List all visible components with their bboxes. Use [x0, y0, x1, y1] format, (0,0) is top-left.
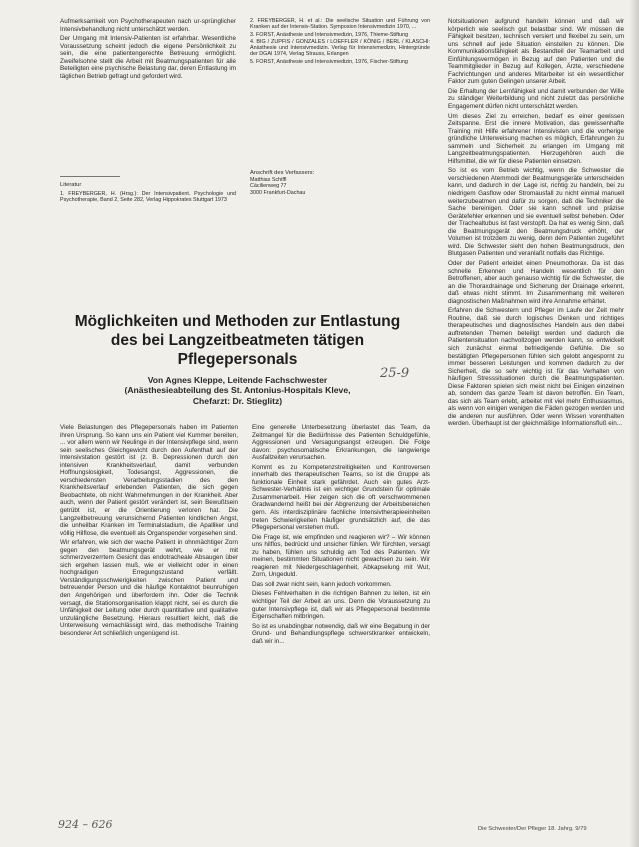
paragraph: Erfahren die Schwestern und Pfleger im Laufe der Zeit mehr Routine, daß sie durch logisches Denken und richtiges therapeutisches und diagnostisches Handeln aus den dabei auftretenden Themen beteiligt werden und dadurch die Patientensituation nachvollzogen werden kann, so entwickelt sich zunächst einmal befriedigende Gefühle. Die so bestätigten Pflegepersonen fühlen sich gelobt angespornt zu immer besseren Leistungen und kommen dadurch zu der Sicherheit, die so sehr wichtig ist für das Verhalten von häufigen Stresssituationen durch die Beatmungspatienten. Diese Faktoren spielen sich meist nicht bei Einigen einzelnen ab, sondern das ganze Team ist davon betroffen. Ein Team, das sich als Team erlebt, arbeitet mit viel mehr Enthusiasmus, als wenn von einigen wenigen die Fäden gezogen werden und die anderen nur ausführen. Oder wenn Wissen vorenthalten werden. Überhaupt ist der gleichmäßige Informationsfluß ein... [448, 307, 624, 428]
paragraph: Die Erhaltung der Lernfähigkeit und damit verbunden der Wille zu ständiger Weiterbildung und nicht zuletzt das persönliche Engagement dürfen nicht unterschätzt werden. [448, 87, 624, 111]
address-line: 3000 Frankfurt-Dachau [250, 189, 306, 196]
author-address [250, 170, 430, 196]
top-mid-column [250, 18, 430, 66]
author-line: Von Agnes Kleppe, Leitende Fachschwester [147, 375, 328, 385]
handwritten-note: 25-9 [380, 366, 410, 381]
address-line: Matthias Schiffl [250, 177, 287, 183]
paragraph: Viele Belastungen des Pflegepersonals haben im Patienten ihren Ursprung. So kann uns ein Patient viel Kummer bereiten, ... vor allem wenn wir Neulinge in der Intensivpflege sind, wenn sein seelisches Gleichgewicht durch den Aufenthalt auf der Intensivstation gestört ist (z. B. Depressionen durch den intensiven Krankheitsverlauf, damit verbunden Hoffnungslosigkeit, Todesangst, Aggressionen, die verschiedensten Verarbeitungsstadien des den Krankheitsverlauf erlebenden Patienten, die sich gegen Beobachtete, ob nicht Wahrnehmungen in der Krankheit. Aber auch, wenn der Patient gestört verändert ist, sein Bewußtsein getrübt ist, er die Orientierung verloren hat. Die Langzeitbetreuung verunsichernd Patienten kindlichen Angst, die unheilbar Kranken im Terminalstadium, die Apalliker und völlig Hilflose, die eventuell als Organspender vorgesehen sind. [60, 424, 238, 537]
article-title-block [60, 312, 415, 406]
reference-item: 2. FREYBERGER, H. et al.: Die seelische Situation und Führung von Kranken auf der Intensiv-Station. Symposion Intensivmedizin 1970, ... [250, 18, 430, 31]
paragraph: Notsituationen aufgrund handeln können und daß wir körperlich wie seelisch gut belastbar sind. Wir müssen die Fähigkeit besitzen, technisch versiert und flexibel zu sein, um uns schnell auf jede Situation einstellen zu können. Die Kommunikationsfähigkeit als Bestandteil der Teamarbeit und Einfühlungsvermögen in Bezug auf den Patienten und die Teammitglieder in Bezug auf Kollegen, Ärzte, verschiedene Fachrichtungen und anderes Mitarbeiter ist ein wesentlicher Faktor zum guten Gelingen unserer Arbeit. [448, 18, 624, 86]
top-left-column [60, 18, 236, 204]
paragraph: Oder der Patient erleidet einen Pneumothorax. Da ist das schnelle Erkennen und Handeln wesentlich für den Betroffenen, aber auch genauso wichtig für die Schwester, die an die Thoraxdrainage und Sicherung der Drainage erkennt, daß etwas nicht stimmt. Im Zusammenhang mit weiteren diagnostischen Maßnahmen wird ihre Annahme erhärtet. [448, 259, 624, 305]
paragraph: Das soll zwar nicht sein, kann jedoch vorkommen. [252, 580, 392, 588]
paragraph: Dieses Fehlverhalten in die richtigen Bahnen zu leiten, ist ein wichtiger Teil der Arbeit an uns. Denn die Voraussetzung zu guter Intensivpflege ist, daß wir als Pflegepersonal bestimmte Eigenschaften mitbringen. [252, 590, 430, 621]
divider [60, 176, 120, 177]
bottom-left-column [60, 424, 238, 639]
address-label: Anschrift des Verfassers: [250, 170, 315, 176]
paragraph: Die Frage ist, wie empfinden und reagieren wir? – Wir können uns hilflos, bedrückt und unsicher fühlen. Wir fürchten, versagt zu haben, fühlen uns schuldig am Tod des Patienten. Wir meinen, bestimmten Situationen nicht gewachsen zu sein. Wir reagieren mit Niedergeschlagenheit, Abkapselung mit Wut, Zorn, Ungeduld. [252, 533, 430, 579]
bottom-mid-column [252, 424, 430, 647]
author-chief: Chefarzt: Dr. Stieglitz) [192, 395, 283, 406]
address-line: Cäcilienweg 77 [250, 183, 287, 190]
reference-item: 3. FORST, Anästhesie und Intensivmedizin, 1976, Thieme-Stiftung [250, 31, 409, 38]
page-mark: 924 – 626 [58, 818, 113, 831]
literature-item: 1. FREYBERGER, H. (Hrsg.): Der Intensivpatient. Psychologie und Psychotherapie, Band 2, Seite 282, Verlag Hippokrates Stuttgart 1973 [60, 191, 236, 204]
reference-item: 5. FORST, Anästhesie und Intensivmedizin, 1976, Fischer-Stiftung [250, 58, 408, 65]
literature-label: Literatur [60, 182, 82, 188]
paragraph: Aufmerksamkeit von Psychotherapeuten nach ur-sprünglicher Intensivbehandlung nicht unterschätzt werden. [60, 18, 236, 33]
paragraph: Wir erfahren, wie sich der wache Patient in ohnmächtiger Zorn gegen den beatmungsgerät wehrt, wie er mit schmerzverzerrtem Gesicht das endotracheale Absaugen über sich ergehen lassen muß, wie er vielleicht oder in einen hochgradigen Erregungszustand verfällt. Verständigungsschwierigkeiten zwischen Patient und betreuender Person und die häufige Kontaktnot beunruhigen den Angehörigen und überfordern ihn. Oder die Technik versagt, die Stationsorganisation klappt nicht, sei es durch die Unfähigkeit der Leitung oder durch quantitative und qualitative unzulängliche Besetzung. Hieraus resultiert leicht, daß die Unterweisung vernachlässigt wird, das methodische Training besonderer Art schließlich ungenügend ist. [60, 539, 238, 637]
binding-shadow [629, 0, 639, 847]
paragraph: So ist es vom Betrieb wichtig, wenn die Schwester die verschiedenen Atemmodi der Beatmungsgeräte unterscheiden kann, und dadurch in der Lage ist, richtig zu handeln, bei zu niedrigem Gasflow oder Stromausfall zu nicht einmal manuell weiterzubeatmen und dafür zu sorgen, daß die Techniker die Sache bereinigen. Oder sie kann schnell und präzise Gerätefehler erkennen und sie eventuell selbst beheben. Oder der Trachealtubus ist fast verstopft. Da hat es wenig Sinn, daß die Beatmungsgerät den Beatmungsdruck erhöht, der Volumen ist trotzdem zu wenig, denn dem Patienten zugeführt wird. Die Schwester sieht den hohen Beatmungsdruck, den Blutgasen Patienten und veranlaßt notfalls das Richtige. [448, 167, 624, 258]
paragraph: Eine generelle Unterbesetzung überlastet das Team, da Zeitmangel für die Bedürfnisse des Patienten Schuldgefühle, Aggressionen und Versagungsangst erzeugen. Die Folge davon: psychosomatische Erkrankungen, die langwierige Ausfallzeiten verursachen. [252, 424, 430, 462]
article-title: Möglichkeiten und Methoden zur Entlastung des bei Langzeitbeatmeten tätigen Pflegepersonals [74, 313, 401, 368]
reference-item: 4. BIG / ZUPFIS / GONZALES / LOEFFLER / KÖNIG / BERL / KLASCHI: Anästhesie und Intensivmedizin. Verlag für Intensivmedizin, Hintergründe der DGAI 1974, Verlag Strauss, Erlangen [250, 38, 430, 58]
paragraph: Um dieses Ziel zu erreichen, bedarf es einer gewissen Zeitspanne. Erst die innere Motivation, das gewissenhafte Training mit Hilfe erfahrener Intensivisten und die vorherige gründliche Unterweisung machen es möglich, Erfahrungen zu sammeln und Sicherheit zu erlangen im Umgang mit Langzeitbeatmungspatienten. Hierzugehören auch die Hilfsmittel, die wir für diese Patienten einsetzen. [448, 112, 624, 165]
paragraph: Der Umgang mit Intensiv-Patienten ist erfahrbar. Wesentliche Voraussetzung scheint jedoch die eigene Persönlichkeit zu sein, die eine patientengerechte Betreuung ermöglicht. Zweifelsohne stellt die Arbeit mit Beatmungspatienten für alle Beteiligten eine psychische Belastung dar, deren Entlastung im täglichen Betrieb gefragt und gefordert wird. [60, 35, 236, 80]
journal-footer: Die Schwester/Der Pfleger 18. Jahrg. 9/79 [478, 826, 587, 832]
author-affiliation: (Anästhesieabteilung des St. Antonius-Hospitals Kleve, [124, 385, 351, 396]
paragraph: Kommt es zu Kompetenzstreitigkeiten und Kontroversen innerhalb des therapeutischen Teams, so ist die Gruppe als funktionale Einheit stark gefährdet. Auch ein gutes Arzt-Schwester-Verhältnis ist ein wichtiger Grundstein für optimale Zusammenarbeit. Hier zeigen sich die oft verschwommenen Gradwandernd heißt bei der Abgrenzung der Arbeitsbereichen gern. Als interdisziplinäre fachliche Intensivtherapieeinheiten treten Schwierigkeiten häufiger grundsätzlich auf, die das Pflegepersonal verstehen muß. [252, 463, 430, 532]
paragraph: So ist es unabdingbar notwendig, daß wir eine Begabung in der Grund- und Behandlungspflege schwerstkranker entwickeln, daß wir in... [252, 622, 430, 645]
right-column [448, 18, 624, 430]
